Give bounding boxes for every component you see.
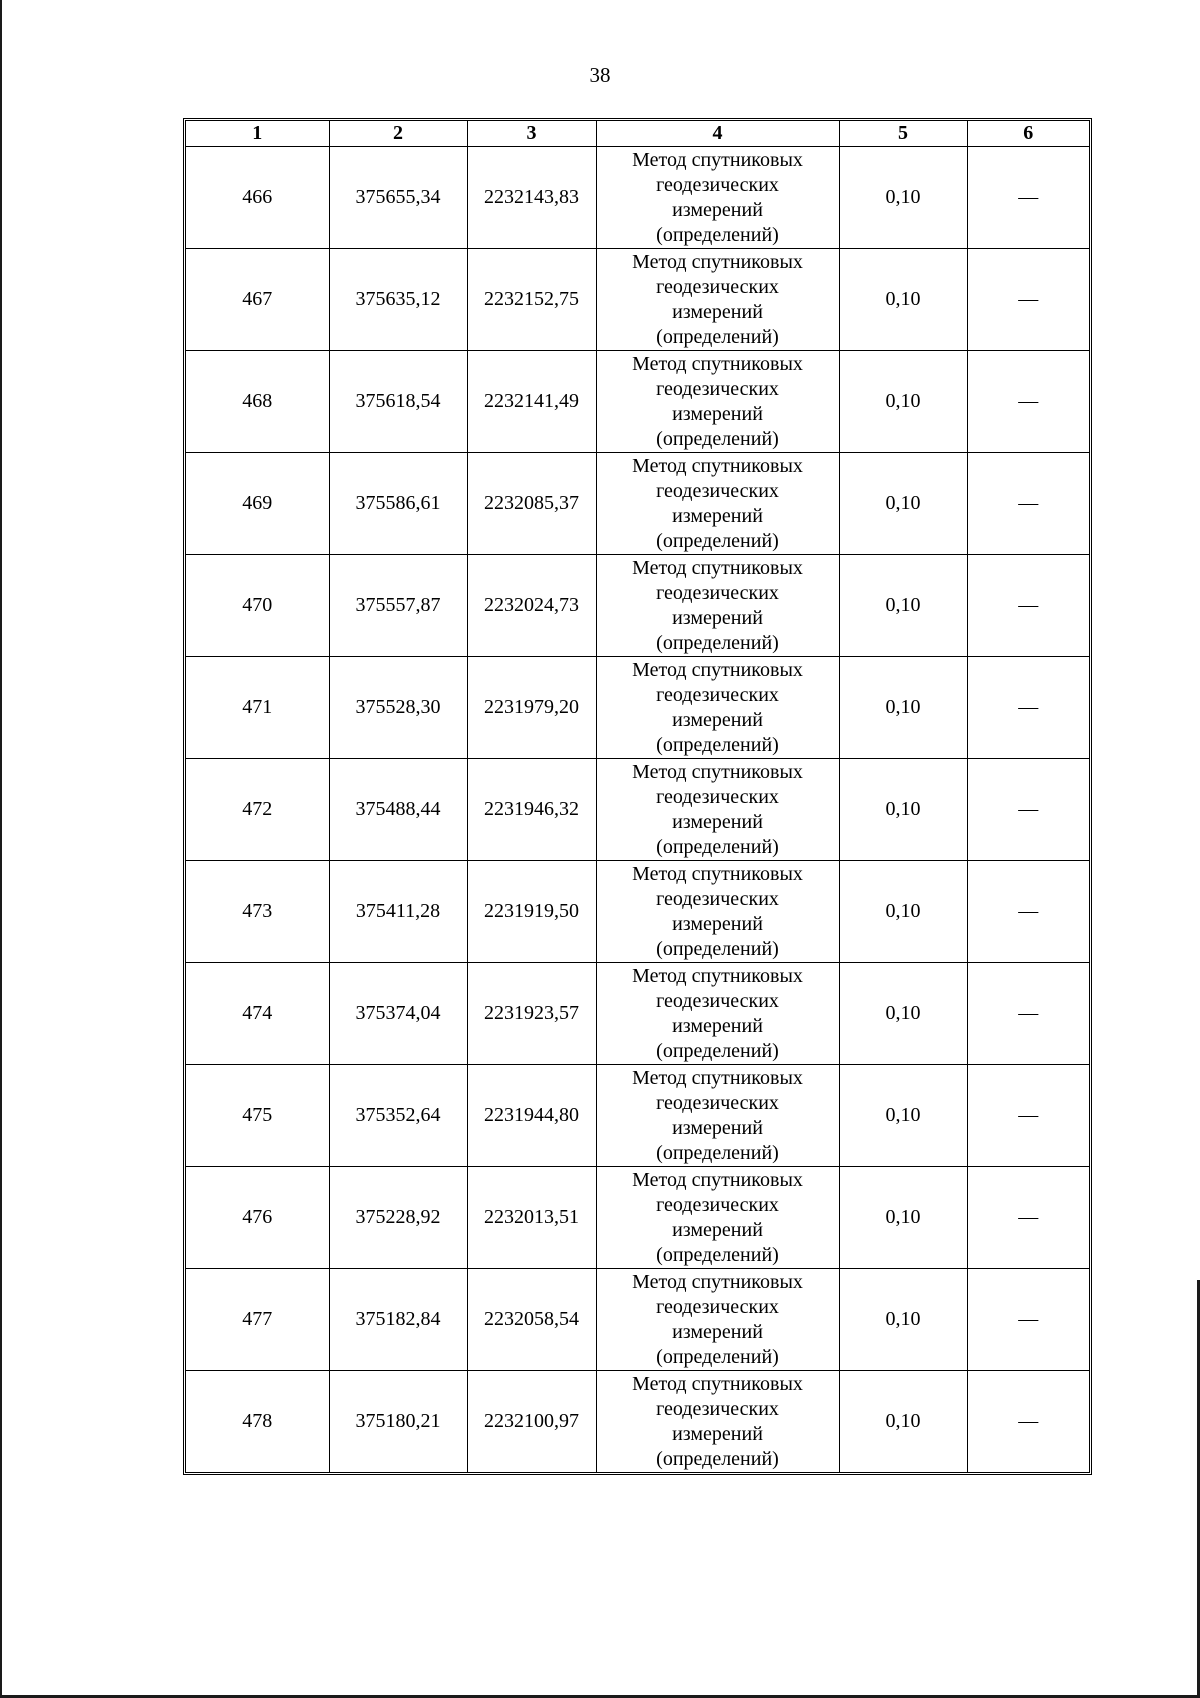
method-line: геодезических xyxy=(656,1193,779,1216)
method-line: (определений) xyxy=(656,1447,779,1470)
y-coordinate-cell: 2231979,20 xyxy=(467,657,596,759)
method-line: геодезических xyxy=(656,479,779,502)
method-line: Метод спутниковых xyxy=(632,1066,803,1089)
precision-cell: 0,10 xyxy=(839,453,967,555)
coordinates-table-frame xyxy=(183,118,1092,1475)
method-cell xyxy=(596,963,839,1065)
point-number-cell: 469 xyxy=(186,453,329,555)
header-col-3: 3 xyxy=(467,121,596,147)
method-line: измерений xyxy=(672,708,763,731)
precision-cell: 0,10 xyxy=(839,657,967,759)
method-line: измерений xyxy=(672,1218,763,1241)
point-number-cell: 474 xyxy=(186,963,329,1065)
method-line: (определений) xyxy=(656,1039,779,1062)
y-coordinate-cell: 2232085,37 xyxy=(467,453,596,555)
table-body xyxy=(186,147,1089,1473)
coordinates-table xyxy=(186,121,1089,1472)
method-line: геодезических xyxy=(656,989,779,1012)
scan-edge-left xyxy=(0,0,2,1698)
note-cell xyxy=(967,351,1089,453)
method-line: геодезических xyxy=(656,275,779,298)
method-line: Метод спутниковых xyxy=(632,1168,803,1191)
method-line: измерений xyxy=(672,606,763,629)
table-row xyxy=(186,963,1089,1065)
method-cell xyxy=(596,249,839,351)
method-line: измерений xyxy=(672,1116,763,1139)
point-number-cell: 475 xyxy=(186,1065,329,1167)
method-line: (определений) xyxy=(656,631,779,654)
method-line: (определений) xyxy=(656,325,779,348)
table-row xyxy=(186,555,1089,657)
x-coordinate-cell: 375182,84 xyxy=(329,1269,467,1371)
point-number-cell: 473 xyxy=(186,861,329,963)
method-line: (определений) xyxy=(656,733,779,756)
precision-cell: 0,10 xyxy=(839,1065,967,1167)
note-cell xyxy=(967,759,1089,861)
x-coordinate-cell: 375180,21 xyxy=(329,1371,467,1473)
point-number-cell: 478 xyxy=(186,1371,329,1473)
precision-cell: 0,10 xyxy=(839,351,967,453)
x-coordinate-cell: 375374,04 xyxy=(329,963,467,1065)
table-header-row xyxy=(186,121,1089,147)
y-coordinate-cell: 2232152,75 xyxy=(467,249,596,351)
method-line: Метод спутниковых xyxy=(632,1372,803,1395)
table-row xyxy=(186,657,1089,759)
note-cell xyxy=(967,1167,1089,1269)
method-cell xyxy=(596,147,839,249)
point-number-cell: 470 xyxy=(186,555,329,657)
table-row xyxy=(186,453,1089,555)
method-cell xyxy=(596,657,839,759)
point-number-cell: 467 xyxy=(186,249,329,351)
x-coordinate-cell: 375557,87 xyxy=(329,555,467,657)
point-number-cell: 472 xyxy=(186,759,329,861)
method-line: измерений xyxy=(672,810,763,833)
table-row xyxy=(186,1167,1089,1269)
table-row xyxy=(186,759,1089,861)
y-coordinate-cell: 2231944,80 xyxy=(467,1065,596,1167)
method-line: (определений) xyxy=(656,529,779,552)
method-line: Метод спутниковых xyxy=(632,556,803,579)
x-coordinate-cell: 375618,54 xyxy=(329,351,467,453)
y-coordinate-cell: 2232143,83 xyxy=(467,147,596,249)
table-row xyxy=(186,1269,1089,1371)
table-row xyxy=(186,351,1089,453)
method-cell xyxy=(596,555,839,657)
note-cell xyxy=(967,453,1089,555)
header-col-1: 1 xyxy=(186,121,329,147)
dash-mark: — xyxy=(1018,798,1039,820)
method-line: (определений) xyxy=(656,223,779,246)
dash-mark: — xyxy=(1018,1104,1039,1126)
note-cell xyxy=(967,1371,1089,1473)
method-cell xyxy=(596,1065,839,1167)
method-cell xyxy=(596,351,839,453)
dash-mark: — xyxy=(1018,696,1039,718)
method-line: (определений) xyxy=(656,835,779,858)
note-cell xyxy=(967,249,1089,351)
method-line: (определений) xyxy=(656,1243,779,1266)
method-line: Метод спутниковых xyxy=(632,250,803,273)
method-line: геодезических xyxy=(656,581,779,604)
method-cell xyxy=(596,861,839,963)
precision-cell: 0,10 xyxy=(839,1269,967,1371)
note-cell xyxy=(967,555,1089,657)
method-line: измерений xyxy=(672,504,763,527)
method-cell xyxy=(596,1167,839,1269)
method-line: геодезических xyxy=(656,173,779,196)
dash-mark: — xyxy=(1018,1410,1039,1432)
method-cell xyxy=(596,759,839,861)
y-coordinate-cell: 2232141,49 xyxy=(467,351,596,453)
method-cell xyxy=(596,1371,839,1473)
header-col-2: 2 xyxy=(329,121,467,147)
header-col-5: 5 xyxy=(839,121,967,147)
method-line: измерений xyxy=(672,300,763,323)
header-col-4: 4 xyxy=(596,121,839,147)
method-line: измерений xyxy=(672,1422,763,1445)
method-line: геодезических xyxy=(656,785,779,808)
point-number-cell: 476 xyxy=(186,1167,329,1269)
method-line: измерений xyxy=(672,402,763,425)
method-line: геодезических xyxy=(656,377,779,400)
table-row xyxy=(186,249,1089,351)
header-col-6: 6 xyxy=(967,121,1089,147)
method-line: Метод спутниковых xyxy=(632,1270,803,1293)
method-cell xyxy=(596,1269,839,1371)
method-line: (определений) xyxy=(656,937,779,960)
point-number-cell: 468 xyxy=(186,351,329,453)
page-number: 38 xyxy=(589,63,611,87)
x-coordinate-cell: 375635,12 xyxy=(329,249,467,351)
dash-mark: — xyxy=(1018,900,1039,922)
x-coordinate-cell: 375352,64 xyxy=(329,1065,467,1167)
precision-cell: 0,10 xyxy=(839,147,967,249)
method-line: измерений xyxy=(672,1014,763,1037)
precision-cell: 0,10 xyxy=(839,861,967,963)
x-coordinate-cell: 375528,30 xyxy=(329,657,467,759)
dash-mark: — xyxy=(1018,492,1039,514)
precision-cell: 0,10 xyxy=(839,249,967,351)
dash-mark: — xyxy=(1018,1308,1039,1330)
y-coordinate-cell: 2232058,54 xyxy=(467,1269,596,1371)
method-cell xyxy=(596,453,839,555)
method-line: геодезических xyxy=(656,1295,779,1318)
method-line: геодезических xyxy=(656,683,779,706)
y-coordinate-cell: 2232013,51 xyxy=(467,1167,596,1269)
x-coordinate-cell: 375655,34 xyxy=(329,147,467,249)
y-coordinate-cell: 2231946,32 xyxy=(467,759,596,861)
precision-cell: 0,10 xyxy=(839,963,967,1065)
note-cell xyxy=(967,1269,1089,1371)
method-line: (определений) xyxy=(656,1345,779,1368)
note-cell xyxy=(967,963,1089,1065)
method-line: Метод спутниковых xyxy=(632,658,803,681)
precision-cell: 0,10 xyxy=(839,1371,967,1473)
table-row xyxy=(186,861,1089,963)
dash-mark: — xyxy=(1018,288,1039,310)
table-row xyxy=(186,147,1089,249)
method-line: (определений) xyxy=(656,427,779,450)
precision-cell: 0,10 xyxy=(839,1167,967,1269)
x-coordinate-cell: 375488,44 xyxy=(329,759,467,861)
method-line: геодезических xyxy=(656,1091,779,1114)
note-cell xyxy=(967,657,1089,759)
note-cell xyxy=(967,1065,1089,1167)
method-line: Метод спутниковых xyxy=(632,964,803,987)
note-cell xyxy=(967,861,1089,963)
table-row xyxy=(186,1371,1089,1473)
method-line: Метод спутниковых xyxy=(632,862,803,885)
point-number-cell: 477 xyxy=(186,1269,329,1371)
method-line: (определений) xyxy=(656,1141,779,1164)
x-coordinate-cell: 375228,92 xyxy=(329,1167,467,1269)
precision-cell: 0,10 xyxy=(839,555,967,657)
y-coordinate-cell: 2232024,73 xyxy=(467,555,596,657)
method-line: измерений xyxy=(672,198,763,221)
point-number-cell: 466 xyxy=(186,147,329,249)
method-line: измерений xyxy=(672,912,763,935)
dash-mark: — xyxy=(1018,186,1039,208)
precision-cell: 0,10 xyxy=(839,759,967,861)
point-number-cell: 471 xyxy=(186,657,329,759)
method-line: измерений xyxy=(672,1320,763,1343)
y-coordinate-cell: 2232100,97 xyxy=(467,1371,596,1473)
dash-mark: — xyxy=(1018,390,1039,412)
method-line: геодезических xyxy=(656,1397,779,1420)
method-line: Метод спутниковых xyxy=(632,352,803,375)
method-line: Метод спутниковых xyxy=(632,148,803,171)
method-line: геодезических xyxy=(656,887,779,910)
dash-mark: — xyxy=(1018,1206,1039,1228)
x-coordinate-cell: 375411,28 xyxy=(329,861,467,963)
y-coordinate-cell: 2231923,57 xyxy=(467,963,596,1065)
dash-mark: — xyxy=(1018,1002,1039,1024)
dash-mark: — xyxy=(1018,594,1039,616)
table-row xyxy=(186,1065,1089,1167)
method-line: Метод спутниковых xyxy=(632,454,803,477)
x-coordinate-cell: 375586,61 xyxy=(329,453,467,555)
note-cell xyxy=(967,147,1089,249)
method-line: Метод спутниковых xyxy=(632,760,803,783)
y-coordinate-cell: 2231919,50 xyxy=(467,861,596,963)
